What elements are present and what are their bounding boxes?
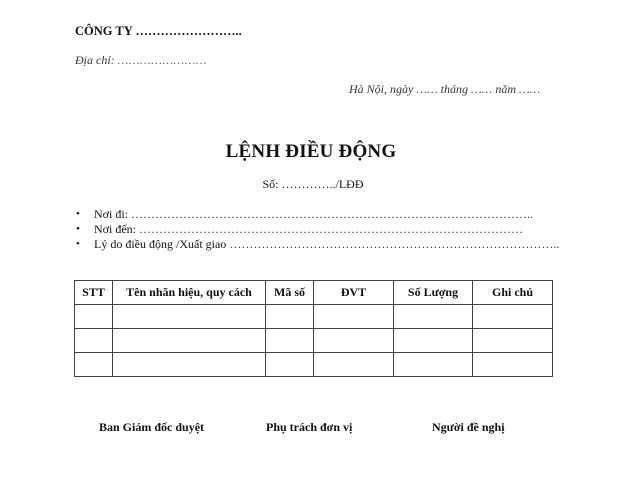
signature-unit-head: Phụ trách đơn vị — [266, 420, 353, 434]
bullet-icon: • — [76, 238, 80, 250]
column-header-code: Mã số — [266, 281, 314, 305]
table-cell[interactable] — [473, 329, 553, 353]
table-cell[interactable] — [314, 305, 394, 329]
column-header-note: Ghi chú — [473, 281, 553, 305]
address-label: Địa chỉ: — [75, 53, 115, 67]
table-cell[interactable] — [75, 329, 113, 353]
company-line — [75, 24, 242, 39]
table-cell[interactable] — [113, 305, 266, 329]
bullet-icon: • — [76, 208, 80, 220]
date-line: Hà Nội, ngày …… tháng …… năm …… — [349, 82, 541, 96]
document-number: Số: …………../LĐĐ — [262, 177, 364, 191]
table-cell[interactable] — [394, 353, 473, 377]
table-cell[interactable] — [394, 305, 473, 329]
company-name-blank: …………………….. — [135, 24, 242, 38]
table-cell[interactable] — [394, 329, 473, 353]
field-label: Nơi đến: — [94, 222, 137, 236]
table-cell[interactable] — [266, 329, 314, 353]
table-cell[interactable] — [266, 353, 314, 377]
address-line — [75, 53, 207, 68]
table-cell[interactable] — [473, 353, 553, 377]
field-list — [74, 207, 559, 252]
table-row — [75, 305, 553, 329]
field-destination — [74, 222, 559, 237]
address-blank: …………………… — [117, 53, 208, 67]
document-title: LỆNH ĐIỀU ĐỘNG — [225, 141, 397, 162]
table-cell[interactable] — [314, 329, 394, 353]
field-reason — [74, 237, 559, 252]
column-header-quantity: Số Lượng — [394, 281, 473, 305]
signature-requester: Người đề nghị — [432, 420, 505, 434]
field-blank: …………………………………………………………………………………… — [136, 222, 524, 236]
field-departure — [74, 207, 559, 222]
company-label: CÔNG TY — [75, 24, 133, 38]
table-cell[interactable] — [75, 305, 113, 329]
field-label: Nơi đi: — [94, 207, 129, 221]
items-table — [74, 280, 553, 377]
table-header-row — [75, 281, 553, 305]
table-cell[interactable] — [473, 305, 553, 329]
table-cell[interactable] — [75, 353, 113, 377]
table-row — [75, 329, 553, 353]
table-cell[interactable] — [266, 305, 314, 329]
column-header-unit: ĐVT — [314, 281, 394, 305]
table-row — [75, 353, 553, 377]
column-header-name: Tên nhãn hiệu, quy cách — [113, 281, 266, 305]
field-blank: ……………………………………………………………………………………….. — [128, 207, 534, 221]
table-cell[interactable] — [113, 353, 266, 377]
table-cell[interactable] — [113, 329, 266, 353]
signature-director: Ban Giám đốc duyệt — [99, 420, 205, 434]
column-header-stt: STT — [75, 281, 113, 305]
bullet-icon: • — [76, 223, 80, 235]
table-cell[interactable] — [314, 353, 394, 377]
field-label: Lý do điều động /Xuất giao — [94, 237, 227, 251]
field-blank: ……………………………………………………………………….. — [226, 237, 560, 251]
